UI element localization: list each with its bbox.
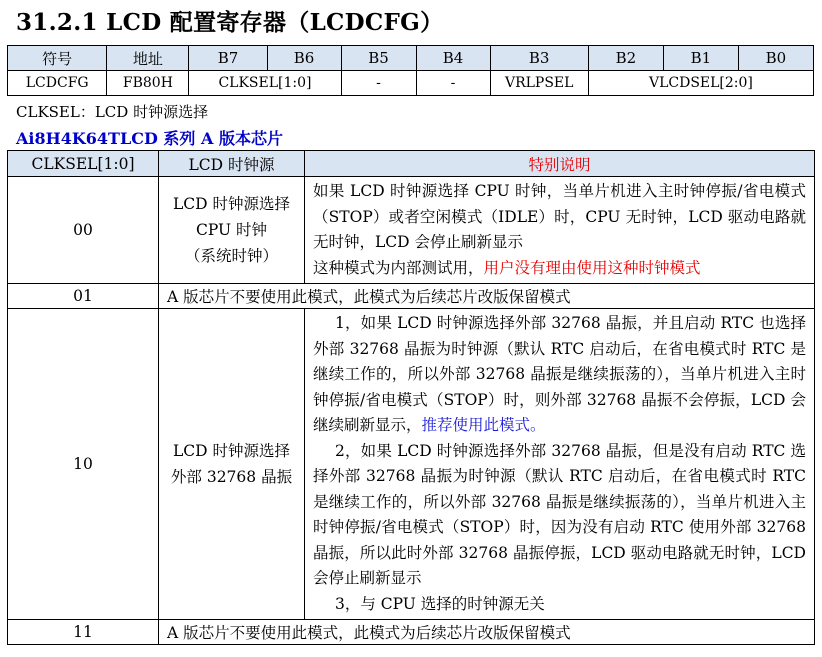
row-source (159, 309, 305, 620)
register-symbol: LCDCFG (8, 71, 107, 96)
header-lcd-source: LCD 时钟源 (159, 151, 305, 177)
description-warning (313, 256, 806, 282)
field-clksel: CLKSEL[1:0] (189, 71, 341, 96)
description-text: 如果 LCD 时钟源选择 CPU 时钟，当单片机进入主时钟停振/省电模式（STOP）或者空闲模式（IDLE）时，CPU 无时钟，LCD 驱动电路就无时钟，LCD 会停止刷新显示 (313, 182, 806, 251)
row-description (305, 309, 815, 620)
warning-prefix: 这种模式为内部测试用， (313, 258, 484, 277)
source-line: CPU 时钟 (195, 221, 267, 239)
header-note: 特别说明 (305, 151, 815, 177)
register-header-row (8, 46, 814, 71)
header-b2: B2 (588, 46, 663, 71)
row-value: 11 (8, 620, 159, 645)
header-b6: B6 (267, 46, 341, 71)
header-clksel: CLKSEL[1:0] (8, 151, 159, 177)
warning-emphasis: 用户没有理由使用这种时钟模式 (483, 258, 701, 277)
header-address: 地址 (107, 46, 189, 71)
row-source (159, 177, 305, 284)
field-vrlpsel: VRLPSEL (490, 71, 588, 96)
source-line: LCD 时钟源选择 (172, 195, 290, 213)
version-heading: Ai8H4K64TLCD 系列 A 版本芯片 (16, 129, 283, 148)
register-address: FB80H (107, 71, 189, 96)
source-line: LCD 时钟源选择 (172, 442, 290, 460)
row-reserved-note: A 版芯片不要使用此模式，此模式为后续芯片改版保留模式 (159, 620, 815, 645)
row-value: 01 (8, 284, 159, 309)
table-row (8, 620, 815, 645)
clksel-table (7, 150, 815, 645)
table-row (8, 309, 815, 620)
section-title: 31.2.1 LCD 配置寄存器（LCDCFG） (16, 9, 444, 36)
header-b7: B7 (189, 46, 267, 71)
recommendation-text: 推荐使用此模式。 (421, 416, 546, 434)
header-b1: B1 (663, 46, 738, 71)
table-row (8, 177, 815, 284)
clksel-header-row (8, 151, 815, 177)
row-value: 10 (8, 309, 159, 620)
header-b0: B0 (738, 46, 813, 71)
row-value: 00 (8, 177, 159, 284)
header-b5: B5 (341, 46, 416, 71)
header-b4: B4 (416, 46, 490, 71)
field-b4: - (416, 71, 490, 96)
header-b3: B3 (490, 46, 588, 71)
description-paragraph-2: 2，如果 LCD 时钟源选择外部 32768 晶振，但是没有启动 RTC 选择外部 32768 晶振为时钟源（默认 RTC 启动后，在省电模式时 RTC 是继续工作的，所以外部 32768 晶振是继续振荡的），当单片机进入主时钟停振/省电模式（STOP）时，因为没有启动 RTC 使用外部 32768 晶振，所以此时外部 32768 晶振停振，LCD 驱动电路就无时钟，LCD 会停止刷新显示 (313, 441, 806, 587)
paragraph-text: 1，如果 LCD 时钟源选择外部 32768 晶振，并且启动 RTC 也选择外部 32768 晶振为时钟源（默认 RTC 启动后，在省电模式时 RTC 是继续工作的，所以外部 32768 晶振是继续振荡的），当单片机进入主时钟停振/省电模式（STOP）时，则外部 32768 晶振不会停振，LCD 会继续刷新显示， (313, 314, 806, 434)
register-table (7, 45, 814, 96)
clksel-label: CLKSEL：LCD 时钟源选择 (16, 103, 209, 121)
table-row (8, 284, 815, 309)
description-paragraph-3: 3，与 CPU 选择的时钟源无关 (335, 594, 545, 613)
row-reserved-note: A 版芯片不要使用此模式，此模式为后续芯片改版保留模式 (159, 284, 815, 309)
row-description (305, 177, 815, 284)
description-paragraph-1 (313, 311, 806, 439)
header-symbol: 符号 (8, 46, 107, 71)
source-line: 外部 32768 晶振 (170, 468, 293, 486)
field-vlcdsel: VLCDSEL[2:0] (588, 71, 813, 96)
source-line: （系统时钟） (184, 247, 278, 265)
field-b5: - (341, 71, 416, 96)
register-value-row (8, 71, 814, 96)
